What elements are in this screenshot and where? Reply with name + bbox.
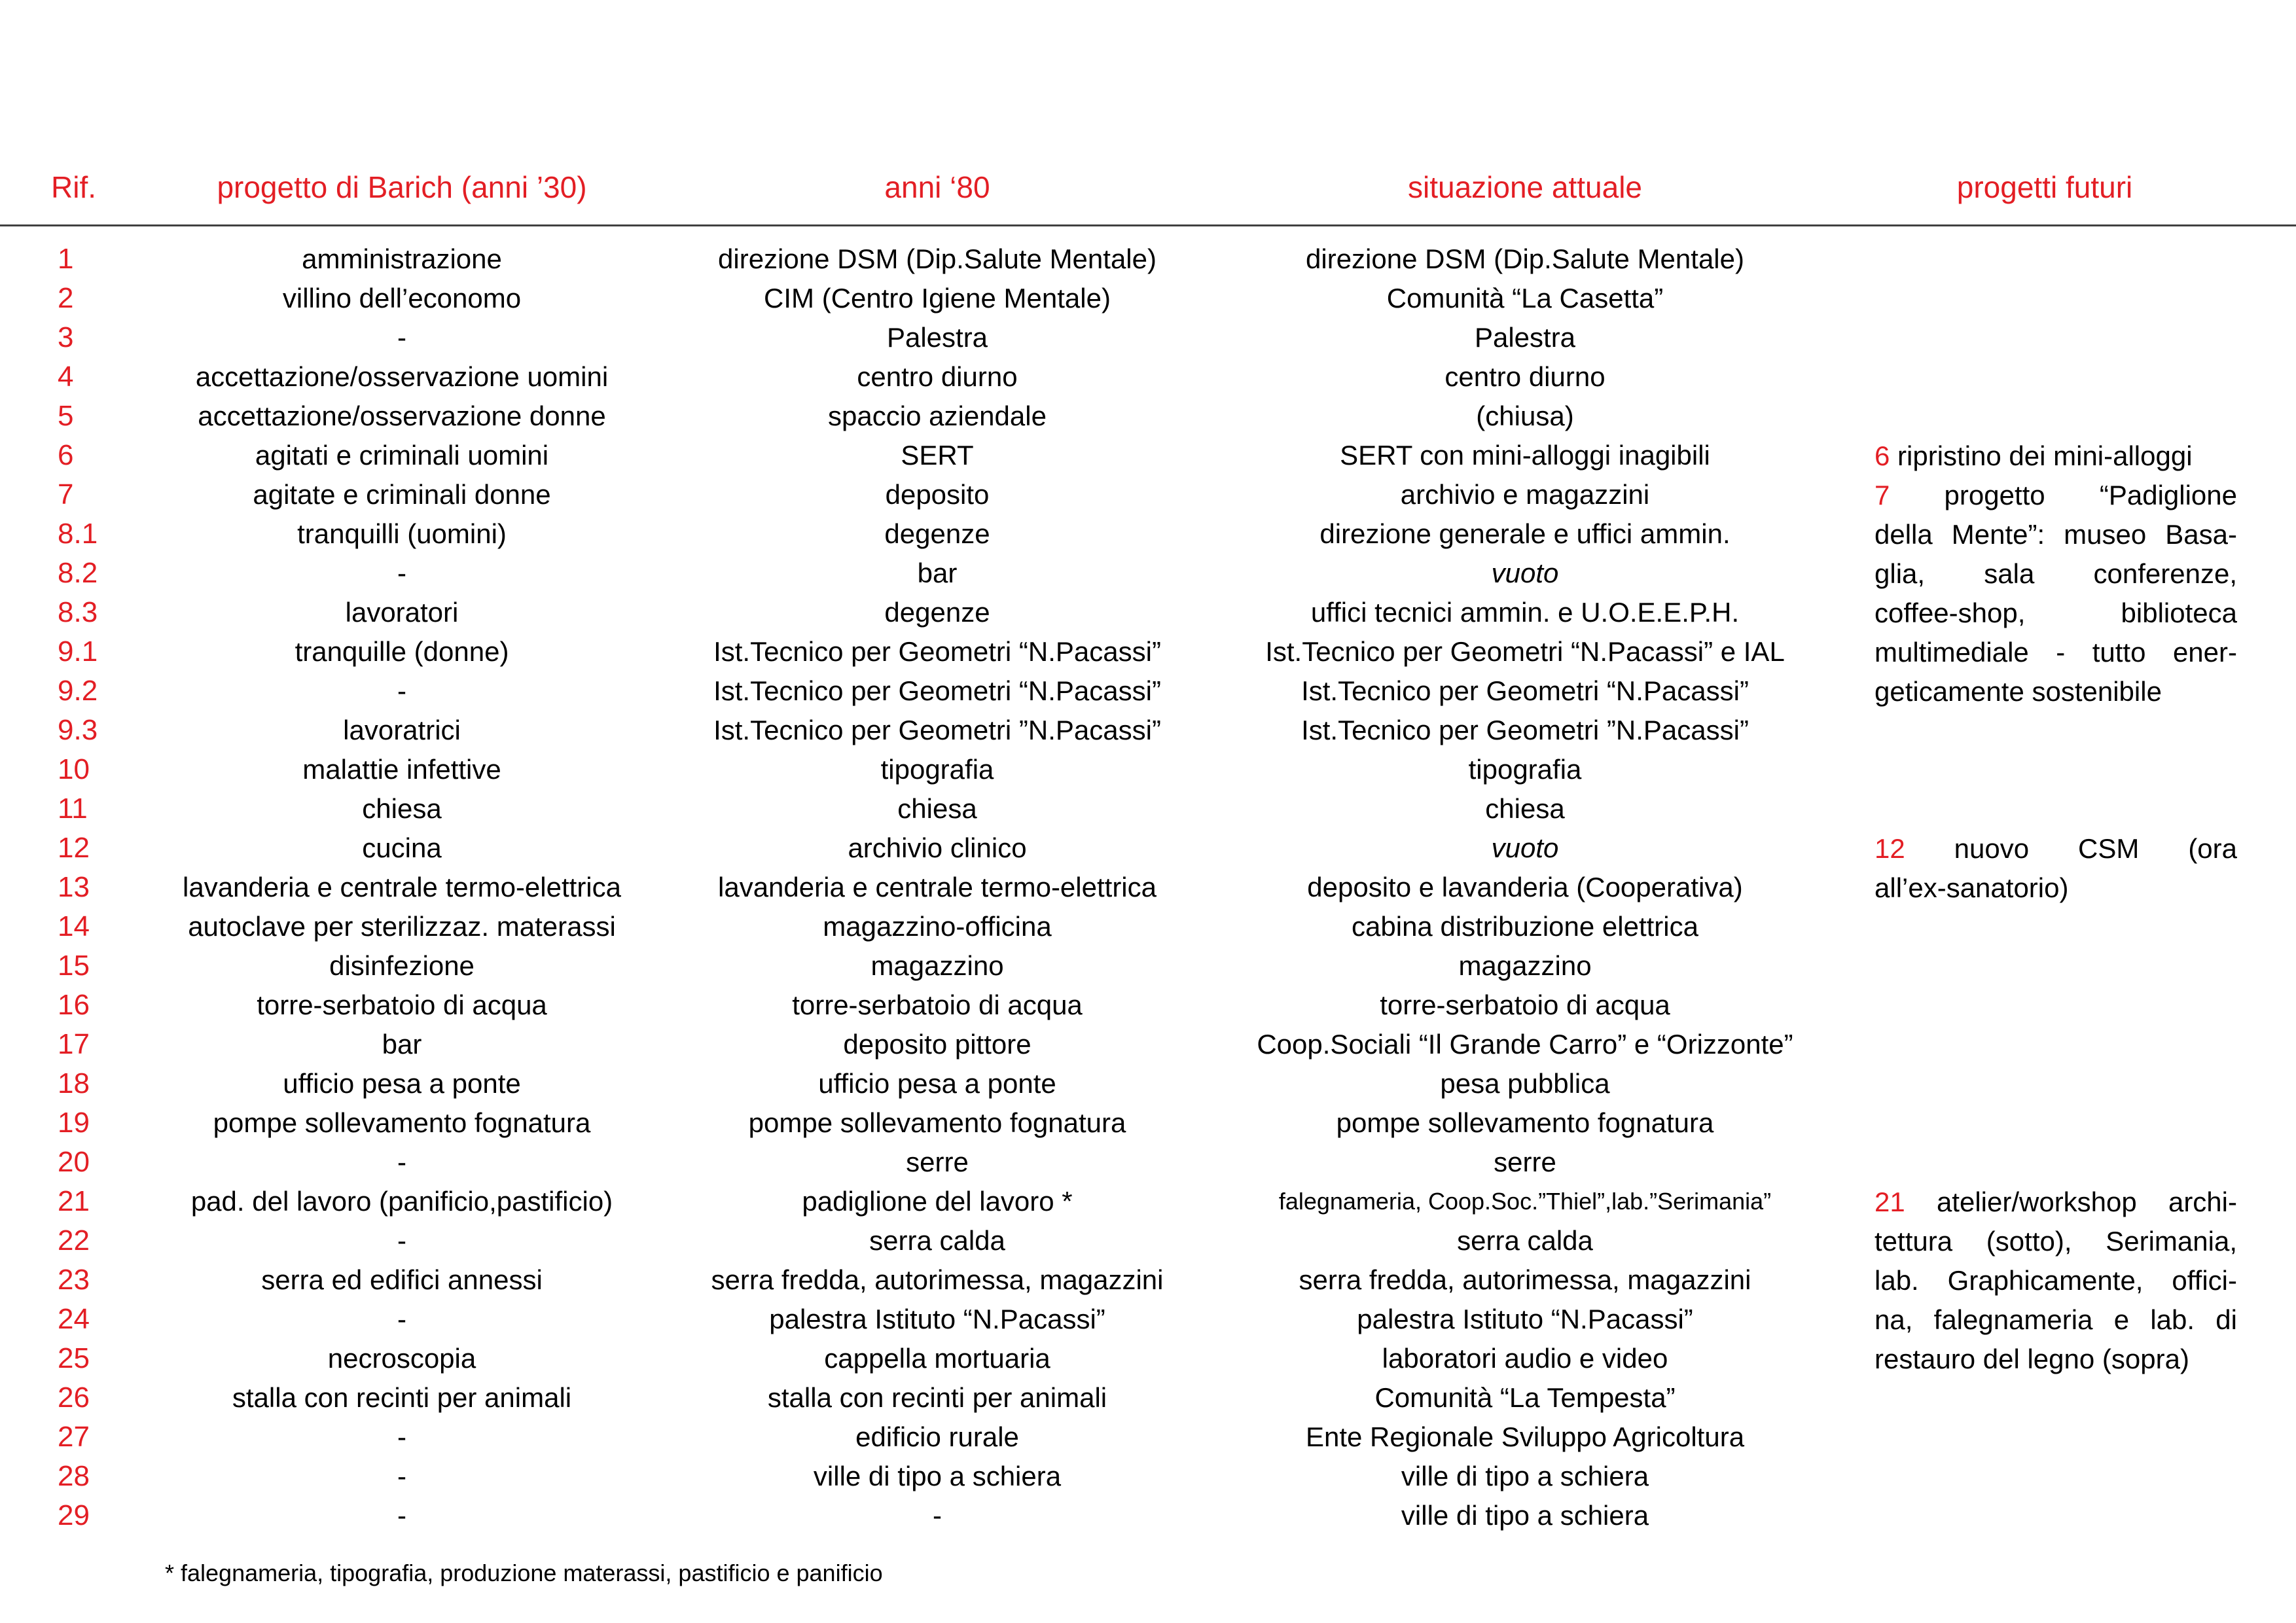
row-ref: 4	[58, 361, 74, 393]
cell-eighties: chiesa	[897, 793, 977, 824]
cell-eighties: spaccio aziendale	[828, 401, 1047, 431]
cell-barich: -	[397, 1147, 406, 1177]
cell-current: pompe sollevamento fognatura	[1336, 1107, 1714, 1138]
cell-barich: disinfezione	[329, 950, 475, 981]
row-ref: 5	[58, 400, 74, 432]
cell-current: cabina distribuzione elettrica	[1352, 911, 1698, 942]
table-header	[0, 168, 2296, 207]
cell-current: (chiusa)	[1476, 401, 1574, 431]
row-ref: 3	[58, 321, 74, 353]
header-rule	[0, 224, 2296, 226]
table-row	[0, 750, 2296, 789]
cell-current: Comunità “La Casetta”	[1386, 283, 1664, 313]
future-note-line: della Mente”: museo Basa-	[1874, 519, 2237, 550]
row-ref: 13	[58, 871, 90, 903]
cell-barich: malattie infettive	[302, 754, 501, 785]
future-note-line: multimediale - tutto ener-	[1874, 637, 2237, 668]
row-ref: 20	[58, 1146, 90, 1178]
cell-barich: pad. del lavoro (panificio,pastificio)	[190, 1186, 613, 1217]
future-note-line: all’ex-sanatorio)	[1874, 872, 2069, 903]
cell-eighties: ufficio pesa a ponte	[818, 1068, 1056, 1099]
cell-current: serre	[1494, 1147, 1556, 1177]
cell-eighties: archivio clinico	[848, 832, 1027, 863]
cell-barich: accettazione/osservazione donne	[198, 401, 606, 431]
cell-barich: autoclave per sterilizzaz. materassi	[188, 911, 616, 942]
cell-barich: -	[397, 1304, 406, 1334]
cell-eighties: cappella mortuaria	[824, 1343, 1050, 1374]
row-ref: 10	[58, 753, 90, 785]
footnote: * falegnameria, tipografia, produzione materassi, pastificio e panificio	[165, 1560, 883, 1586]
cell-current: Palestra	[1474, 322, 1576, 353]
table-row	[0, 1418, 2296, 1457]
cell-eighties: Palestra	[886, 322, 988, 353]
cell-current: SERT con mini-alloggi inagibili	[1340, 440, 1710, 471]
row-ref: 1	[58, 243, 74, 275]
row-ref: 21	[58, 1185, 90, 1217]
future-note-7	[1874, 476, 2237, 711]
future-note-line: restauro del legno (sopra)	[1874, 1344, 2189, 1374]
cell-current: Ist.Tecnico per Geometri “N.Pacassi”	[1301, 675, 1749, 706]
cell-barich: amministrazione	[302, 243, 502, 274]
row-ref: 26	[58, 1382, 90, 1414]
cell-barich: tranquille (donne)	[295, 636, 509, 667]
cell-eighties: centro diurno	[857, 361, 1018, 392]
cell-barich: bar	[382, 1029, 422, 1060]
row-ref: 18	[58, 1067, 90, 1099]
cell-eighties: CIM (Centro Igiene Mentale)	[764, 283, 1111, 313]
future-note-line: ripristino dei mini-alloggi	[1897, 440, 2193, 471]
table-row	[0, 279, 2296, 318]
cell-barich: tranquilli (uomini)	[297, 518, 507, 549]
cell-current: Ente Regionale Sviluppo Agricoltura	[1305, 1421, 1745, 1452]
header-eighties: anni ‘80	[884, 170, 990, 204]
row-ref: 11	[58, 793, 88, 825]
cell-current: vuoto	[1491, 832, 1559, 863]
row-ref: 8.3	[58, 596, 98, 628]
table-row	[0, 397, 2296, 436]
cell-barich: -	[397, 675, 406, 706]
cell-eighties: Ist.Tecnico per Geometri “N.Pacassi”	[713, 675, 1161, 706]
table-row	[0, 946, 2296, 986]
cell-eighties: -	[933, 1500, 942, 1531]
future-note-line: progetto “Padiglione	[1944, 480, 2237, 510]
cell-barich: accettazione/osservazione uomini	[195, 361, 609, 392]
cell-current: serra fredda, autorimessa, magazzini	[1299, 1264, 1751, 1295]
future-note-line: na, falegnameria e lab. di	[1874, 1304, 2237, 1335]
header-current: situazione attuale	[1407, 170, 1643, 204]
table-row	[0, 1143, 2296, 1182]
table-row	[0, 1025, 2296, 1064]
cell-barich: serra ed edifici annessi	[261, 1264, 543, 1295]
row-ref: 19	[58, 1107, 90, 1139]
row-ref: 28	[58, 1460, 90, 1492]
table-row	[0, 240, 2296, 279]
cell-eighties: lavanderia e centrale termo-elettrica	[718, 872, 1157, 902]
row-ref: 14	[58, 910, 90, 942]
table-row	[0, 907, 2296, 946]
row-ref: 12	[58, 832, 90, 864]
cell-current: Ist.Tecnico per Geometri “N.Pacassi” e IAL	[1265, 636, 1785, 667]
cell-eighties: serra calda	[869, 1225, 1005, 1256]
table-row	[0, 1103, 2296, 1143]
row-ref: 7	[58, 478, 74, 510]
row-ref: 17	[58, 1028, 90, 1060]
cell-current: ville di tipo a schiera	[1401, 1500, 1649, 1531]
cell-eighties: torre-serbatoio di acqua	[792, 990, 1083, 1020]
cell-eighties: padiglione del lavoro *	[802, 1186, 1073, 1217]
table-row	[0, 789, 2296, 829]
cell-current: falegnameria, Coop.Soc.”Thiel”,lab.”Serimania”	[1278, 1188, 1772, 1215]
cell-barich: lavanderia e centrale termo-elettrica	[183, 872, 621, 902]
cell-eighties: ville di tipo a schiera	[813, 1461, 1062, 1491]
row-ref: 8.1	[58, 518, 98, 550]
cell-current: Comunità “La Tempesta”	[1374, 1382, 1676, 1413]
cell-barich: chiesa	[362, 793, 442, 824]
cell-eighties: pompe sollevamento fognatura	[748, 1107, 1126, 1138]
cell-current: vuoto	[1491, 558, 1559, 588]
cell-current: centro diurno	[1444, 361, 1605, 392]
cell-current: Ist.Tecnico per Geometri ”N.Pacassi”	[1301, 715, 1749, 745]
row-ref: 24	[58, 1303, 90, 1335]
future-note-6	[1874, 437, 2237, 476]
cell-eighties: magazzino-officina	[823, 911, 1052, 942]
table-row	[0, 1378, 2296, 1418]
cell-current: Coop.Sociali “Il Grande Carro” e “Orizzonte”	[1257, 1029, 1793, 1060]
cell-current: direzione DSM (Dip.Salute Mentale)	[1306, 243, 1744, 274]
row-ref: 22	[58, 1224, 90, 1257]
future-note-num: 6	[1874, 440, 1890, 471]
cell-eighties: deposito	[885, 479, 990, 510]
cell-current: ville di tipo a schiera	[1401, 1461, 1649, 1491]
cell-current: tipografia	[1468, 754, 1582, 785]
cell-current: laboratori audio e video	[1382, 1343, 1668, 1374]
row-ref: 27	[58, 1421, 90, 1453]
cell-barich: -	[397, 1500, 406, 1531]
cell-barich: agitate e criminali donne	[253, 479, 551, 510]
cell-eighties: serra fredda, autorimessa, magazzini	[711, 1264, 1164, 1295]
header-barich: progetto di Barich (anni ’30)	[217, 170, 587, 204]
cell-barich: torre-serbatoio di acqua	[257, 990, 547, 1020]
cell-current: torre-serbatoio di acqua	[1380, 990, 1670, 1020]
cell-eighties: magazzino	[870, 950, 1004, 981]
cell-eighties: bar	[917, 558, 958, 588]
cell-current: uffici tecnici ammin. e U.O.E.E.P.H.	[1310, 597, 1740, 628]
cell-eighties: edificio rurale	[855, 1421, 1019, 1452]
row-ref: 29	[58, 1499, 90, 1531]
table-row	[0, 357, 2296, 397]
header-future: progetti futuri	[1956, 170, 2133, 204]
cell-barich: villino dell’economo	[282, 283, 522, 313]
row-ref: 23	[58, 1264, 90, 1296]
cell-current: deposito e lavanderia (Cooperativa)	[1307, 872, 1743, 902]
cell-current: magazzino	[1458, 950, 1592, 981]
cell-barich: agitati e criminali uomini	[255, 440, 549, 471]
cell-barich: -	[397, 558, 406, 588]
table-row	[0, 1064, 2296, 1103]
table-row	[0, 986, 2296, 1025]
future-note-21	[1874, 1183, 2237, 1379]
row-ref: 16	[58, 989, 90, 1021]
future-note-line: atelier/workshop archi-	[1936, 1186, 2237, 1217]
future-note-line: glia, sala conferenze,	[1874, 558, 2237, 589]
cell-barich: lavoratori	[345, 597, 459, 628]
future-note-line: lab. Graphicamente, offici-	[1874, 1265, 2237, 1296]
table-row	[0, 1496, 2296, 1535]
row-ref: 9.2	[58, 675, 98, 707]
cell-barich: -	[397, 1421, 406, 1452]
future-note-line: tettura (sotto), Serimania,	[1874, 1226, 2237, 1257]
cell-current: palestra Istituto “N.Pacassi”	[1357, 1304, 1693, 1334]
future-note-12	[1874, 829, 2237, 908]
future-note-line: coffee-shop, biblioteca	[1874, 597, 2237, 628]
cell-eighties: degenze	[884, 518, 990, 549]
cell-eighties: direzione DSM (Dip.Salute Mentale)	[718, 243, 1157, 274]
cell-current: direzione generale e uffici ammin.	[1319, 518, 1731, 549]
cell-barich: ufficio pesa a ponte	[283, 1068, 521, 1099]
future-note-line: geticamente sostenibile	[1874, 676, 2162, 707]
cell-eighties: serre	[906, 1147, 969, 1177]
row-ref: 8.2	[58, 557, 98, 589]
cell-eighties: Ist.Tecnico per Geometri “N.Pacassi”	[713, 636, 1161, 667]
cell-current: chiesa	[1485, 793, 1565, 824]
table-row	[0, 1457, 2296, 1496]
cell-barich: -	[397, 1225, 406, 1256]
future-note-num: 7	[1874, 480, 1890, 510]
cell-current: serra calda	[1457, 1225, 1593, 1256]
cell-barich: cucina	[362, 832, 442, 863]
cell-current: pesa pubblica	[1440, 1068, 1610, 1099]
cell-eighties: stalla con recinti per animali	[767, 1382, 1107, 1413]
cell-barich: -	[397, 322, 406, 353]
cell-eighties: degenze	[884, 597, 990, 628]
cell-barich: pompe sollevamento fognatura	[213, 1107, 591, 1138]
table-row	[0, 318, 2296, 357]
table-row	[0, 711, 2296, 750]
row-ref: 25	[58, 1342, 90, 1374]
future-note-line: nuovo CSM (ora	[1954, 833, 2238, 864]
row-ref: 9.1	[58, 635, 98, 668]
cell-current: archivio e magazzini	[1400, 479, 1650, 510]
cell-barich: stalla con recinti per animali	[232, 1382, 572, 1413]
row-ref: 15	[58, 950, 90, 982]
cell-eighties: palestra Istituto “N.Pacassi”	[769, 1304, 1105, 1334]
cell-eighties: Ist.Tecnico per Geometri ”N.Pacassi”	[713, 715, 1161, 745]
future-note-num: 21	[1874, 1186, 1905, 1217]
cell-barich: -	[397, 1461, 406, 1491]
row-ref: 6	[58, 439, 74, 471]
cell-eighties: SERT	[901, 440, 974, 471]
cell-eighties: tipografia	[880, 754, 994, 785]
row-ref: 9.3	[58, 714, 98, 746]
row-ref: 2	[58, 282, 74, 314]
header-ref: Rif.	[51, 170, 96, 204]
future-note-num: 12	[1874, 833, 1905, 864]
cell-barich: lavoratrici	[343, 715, 461, 745]
cell-eighties: deposito pittore	[843, 1029, 1031, 1060]
cell-barich: necroscopia	[327, 1343, 476, 1374]
